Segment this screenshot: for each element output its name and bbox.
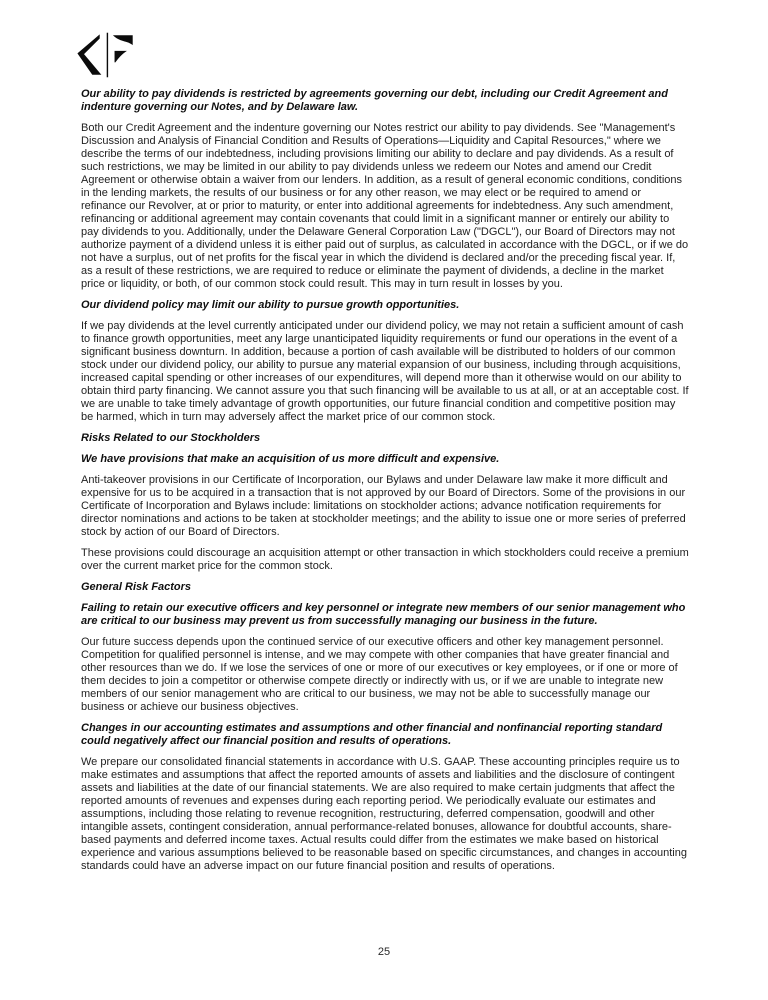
- document-content: [81, 88, 689, 881]
- page-footer: [0, 946, 768, 958]
- heading-accounting-estimates: Changes in our accounting estimates and assumptions and other financial and nonfinancial reporting standard could negatively affect our financial position and results of operations.: [81, 722, 663, 747]
- heading-anti-takeover-provisions: We have provisions that make an acquisition of us more difficult and expensive.: [81, 453, 500, 465]
- heading-dividend-restrictions: Our ability to pay dividends is restricted by agreements governing our debt, including our Credit Agreement and indenture governing our Notes, and by Delaware law.: [81, 88, 668, 113]
- paragraph-acquisition-discouragement: These provisions could discourage an acquisition attempt or other transaction in which stockholders could receive a premium over the current market price for the common stock.: [81, 547, 689, 572]
- paragraph-dividend-policy-growth: If we pay dividends at the level currently anticipated under our dividend policy, we may not retain a sufficient amount of cash to finance growth opportunities, meet any large unanticipated liquidity requirements or fund our operations in the event of a significant business downturn. In addition, because a portion of cash available will be distributed to holders of our common stock under our dividend policy, our ability to pursue any material expansion of our business, including through acquisitions, increased capital spending or other increases of our expenditures, will depend more than it otherwise would on our ability to obtain third party financing. We cannot assure you that such financing will be available to us at all, or at an acceptable cost. If we are unable to take timely advantage of growth opportunities, our future financial condition and competitive position may be harmed, which in turn may adversely affect the market price of our common stock.: [81, 320, 689, 423]
- paragraph-accounting-estimates: We prepare our consolidated financial statements in accordance with U.S. GAAP. These accounting principles require us to make estimates and assumptions that affect the reported amounts of assets and liabilities and the disclosure of contingent assets and liabilities at the date of our financial statements. We are also required to make certain judgments that affect the reported amounts of revenues and expenses during each reporting period. We periodically evaluate our estimates and assumptions, including those relating to revenue recognition, restructuring, deferred compensation, goodwill and other intangible assets, contingent consideration, annual performance-related bonuses, allowance for doubtful accounts, share-based payments and deferred income taxes. Actual results could differ from the estimates we make based on historical experience and various assumptions believed to be reasonable based on specific circumstances, and changes in accounting standards could have an adverse impact on our future financial position and results of operations.: [81, 756, 687, 872]
- heading-dividend-policy-growth: Our dividend policy may limit our ability to pursue growth opportunities.: [81, 299, 460, 311]
- korn-ferry-logo-icon: [70, 30, 136, 80]
- heading-risks-related-stockholders: Risks Related to our Stockholders: [81, 432, 261, 444]
- paragraph-credit-agreement-restrictions: Both our Credit Agreement and the indenture governing our Notes restrict our ability to pay dividends. See "Management's Discussion and Analysis of Financial Condition and Results of Operations—Liquidity and Capital Resources," where we describe the terms of our indebtedness, including provisions limiting our ability to declare and pay dividends. As a result of such restrictions, we may be limited in our ability to pay dividends unless we redeem our Notes and amend our Credit Agreement or otherwise obtain a waiver from our lenders. In addition, as a result of general economic conditions, conditions in the lending markets, the results of our business or for any other reason, we may elect or be required to amend or refinance our Revolver, at or prior to maturity, or enter into additional agreements for indebtedness. Any such amendment, refinancing or additional agreement may contain covenants that could limit in a significant manner or entirely our ability to pay dividends to you. Additionally, under the Delaware General Corporation Law ("DGCL"), our Board of Directors may not authorize payment of a dividend unless it is either paid out of surplus, as calculated in accordance with the DGCL, or if we do not have a surplus, out of net profits for the fiscal year in which the dividend is declared and/or the preceding fiscal year. If, as a result of these restrictions, we are required to reduce or eliminate the payment of dividends, a decline in the market price or liquidity, or both, of our common stock could result. This may in turn result in losses by you.: [81, 122, 689, 290]
- page-number: 25: [377, 946, 391, 958]
- paragraph-anti-takeover-provisions: Anti-takeover provisions in our Certificate of Incorporation, our Bylaws and under Delaware law make it more difficult and expensive for us to be acquired in a transaction that is not approved by our Board of Directors. Some of the provisions in our Certificate of Incorporation and Bylaws include: limitations on stockholder actions; advance notification requirements for director nominations and actions to be taken at stockholder meetings; and the ability to issue one or more series of preferred stock by action of our Board of Directors.: [81, 474, 686, 538]
- paragraph-retaining-executives: Our future success depends upon the continued service of our executive officers and other key management personnel. Competition for qualified personnel is intense, and we may compete with other companies that have greater financial and other resources than we do. If we lose the services of one or more of our executives or key employees, or if one or more of them decides to join a competitor or otherwise compete directly or indirectly with us, or if we are unable to integrate new members of our senior management who are critical to our business, we may not be able to successfully manage our business or achieve our business objectives.: [81, 636, 678, 713]
- heading-retaining-executives: Failing to retain our executive officers and key personnel or integrate new members of our senior management who are critical to our business may prevent us from successfully managing our business in the future.: [81, 602, 686, 627]
- heading-general-risk-factors: General Risk Factors: [81, 581, 192, 593]
